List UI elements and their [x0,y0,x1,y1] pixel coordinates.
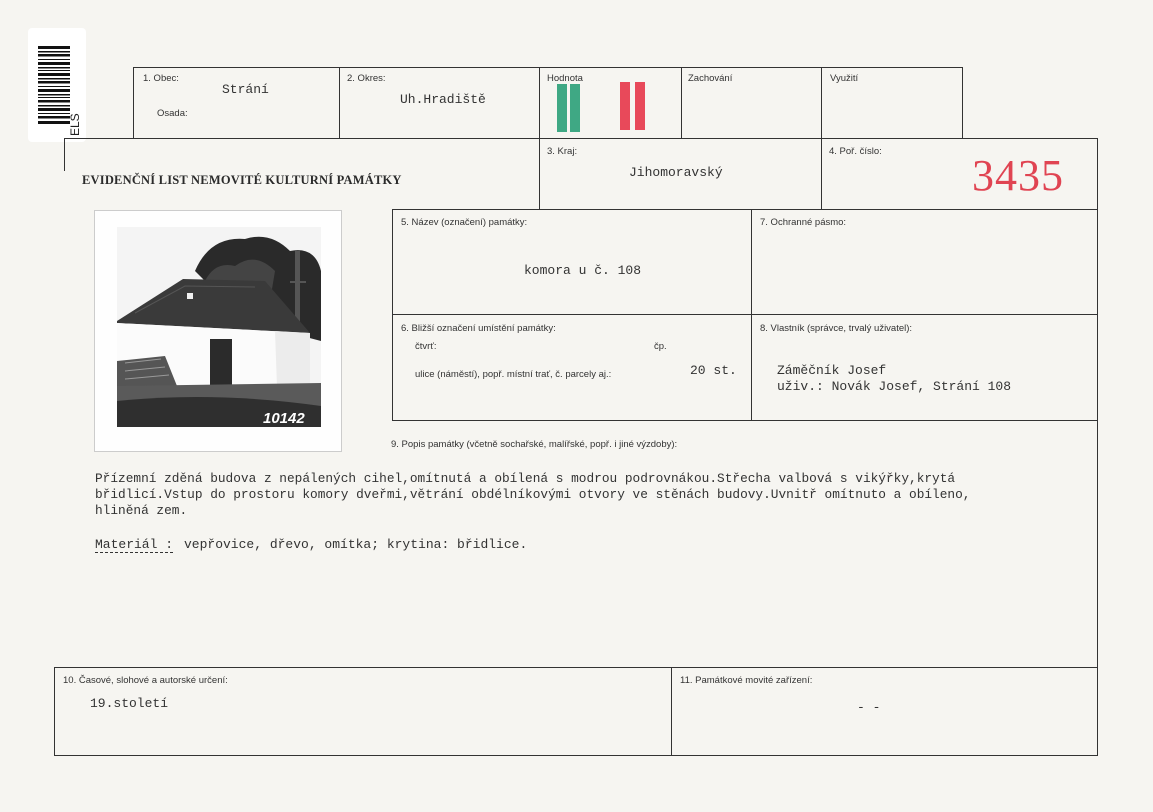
barcode-tab [28,28,86,142]
rule [392,209,1098,210]
material-label: Materiál : [95,537,174,552]
rule [962,67,963,139]
cp-label: čp. [654,341,667,352]
green-mark-1 [557,84,567,132]
rule [392,420,1098,421]
nazev-value: komora u č. 108 [524,263,642,278]
red-mark-1 [620,82,630,130]
kraj-value: Jihomoravský [629,165,723,180]
rule [133,67,963,68]
pamatkove-value: - - [857,700,881,715]
zachovani-label: Zachování [688,73,733,84]
photo-image [95,211,341,451]
rule [64,138,65,171]
hodnota-marks [552,80,652,136]
por-cislo-value: 3435 [972,151,1064,200]
green-mark-2 [570,84,580,132]
osada-label: Osada: [157,108,188,119]
rule [1097,138,1098,756]
rule [751,209,752,421]
popis-line3: hliněná zem. [95,503,188,518]
form-title: EVIDENČNÍ LIST NEMOVITÉ KULTURNÍ PAMÁTKY [82,173,402,187]
monument-photo [94,210,342,452]
photo-number: 10142 [263,410,305,427]
ulice-label: ulice (náměstí), popř. místní trať, č. parcely aj.: [415,369,612,380]
rule [54,755,1098,756]
material-value: vepřovice, dřevo, omítka; krytina: břidlice. [184,537,528,552]
rule [64,138,1098,139]
casove-value: 19.století [90,696,169,711]
nazev-label: 5. Název (označení) památky: [401,217,528,228]
vlastnik-line1: Záměčník Josef [777,363,887,378]
vyuziti-label: Využití [830,73,859,84]
por-cislo-label: 4. Poř. číslo: [829,146,882,157]
rule [133,67,134,139]
okres-label: 2. Okres: [347,73,386,84]
kraj-label: 3. Kraj: [547,146,578,157]
popis-line1: Přízemní zděná budova z nepálených cihel,omítnutá a obílená s modrou podrovnákou.Střecha valbová s vikýřky,krytá [95,471,956,486]
vlastnik-label: 8. Vlastník (správce, trvalý uživatel): [760,323,913,334]
rule [54,667,1098,668]
barcode-icon [38,46,70,124]
ochranne-pasmo-label: 7. Ochranné pásmo: [760,217,847,228]
rule [671,667,672,756]
pamatkove-label: 11. Památkové movité zařízení: [680,675,813,686]
casove-label: 10. Časové, slohové a autorské určení: [63,675,228,686]
rule [392,209,393,421]
rule [681,67,682,139]
popis-line2: břidlicí.Vstup do prostoru komory dveřmi,větrání obdélníkovými otvory ve stěnách budovy.Uvnitř omítnuto a obíleno, [95,487,971,502]
rule [392,314,1098,315]
els-label: ELS [68,113,82,136]
ctvrt-label: čtvrť: [415,341,437,352]
red-mark-2 [635,82,645,130]
rule [339,67,340,139]
popis-label: 9. Popis památky (včetně sochařské, malířské, popř. i jiné výzdoby): [391,439,678,450]
obec-value: Strání [222,82,269,97]
ulice-value: 20 st. [690,363,737,378]
okres-value: Uh.Hradiště [400,92,486,107]
blizsi-label: 6. Bližší označení umístění památky: [401,323,556,334]
hodnota-label: Hodnota [547,73,583,84]
vlastnik-line2: uživ.: Novák Josef, Strání 108 [777,379,1012,394]
obec-label: 1. Obec: [143,73,179,84]
rule [54,667,55,756]
